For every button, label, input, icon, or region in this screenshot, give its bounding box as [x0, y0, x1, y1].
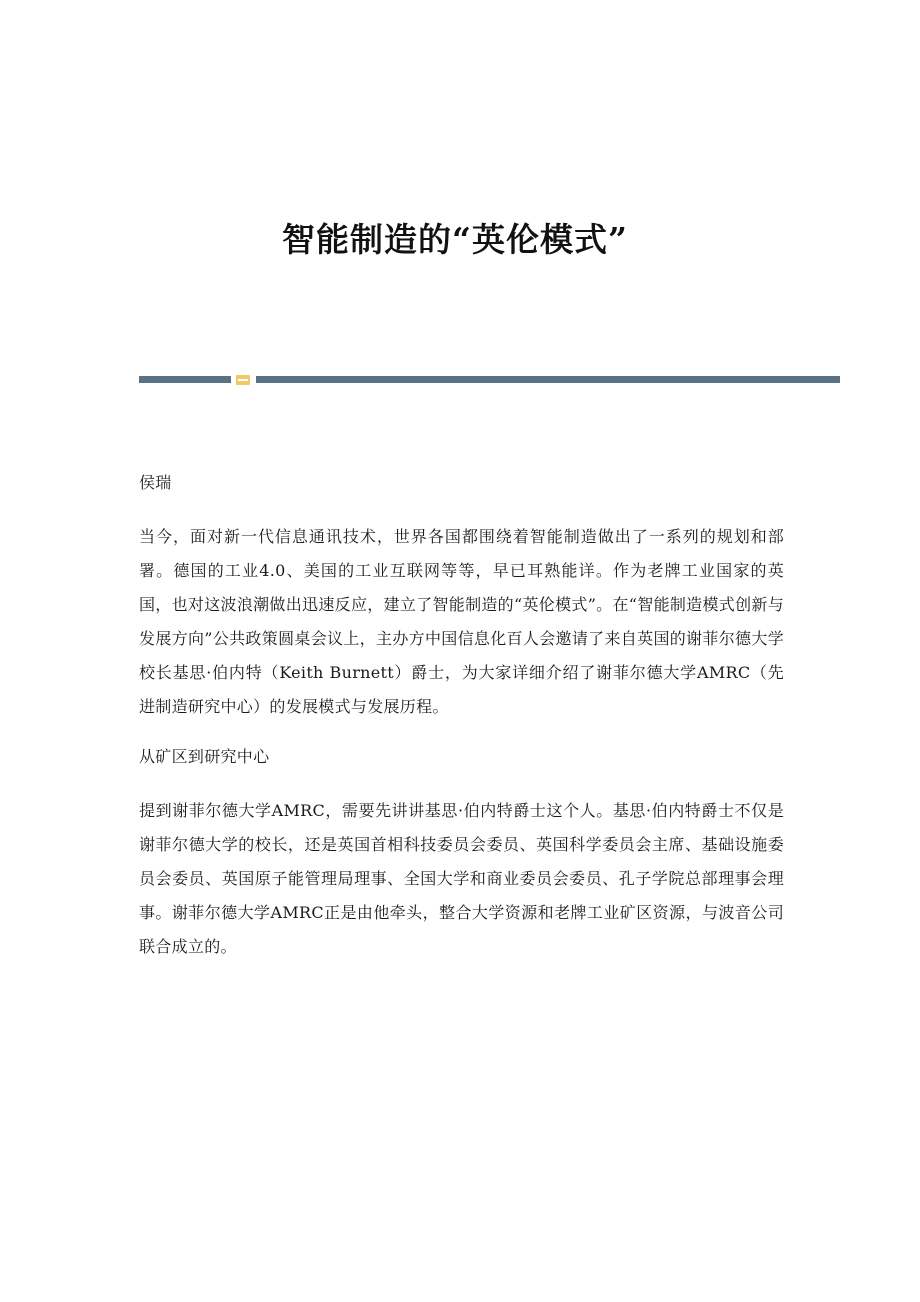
divider-badge-icon	[236, 375, 250, 385]
divider-left-segment	[139, 376, 231, 383]
section-heading: 从矿区到研究中心	[139, 747, 270, 766]
title-divider	[139, 375, 840, 385]
paragraph-intro: 当今，面对新一代信息通讯技术，世界各国都围绕着智能制造做出了一系列的规划和部署。德国的工业4.0、美国的工业互联网等等，早已耳熟能详。作为老牌工业国家的英国，也对这波浪潮做出迅速反应，建立了智能制造的“英伦模式”。在“智能制造模式创新与发展方向”公共政策圆桌会议上，主办方中国信息化百人会邀请了来自英国的谢菲尔德大学校长基思·伯内特（Keith Burnett）爵士，为大家详细介绍了谢菲尔德大学AMRC（先进制造研究中心）的发展模式与发展历程。	[139, 527, 784, 716]
divider-right-segment	[256, 376, 840, 383]
article-body	[139, 466, 784, 980]
paragraph-amrc: 提到谢菲尔德大学AMRC，需要先讲讲基思·伯内特爵士这个人。基思·伯内特爵士不仅是谢菲尔德大学的校长，还是英国首相科技委员会委员、英国科学委员会主席、基础设施委员会委员、英国原子能管理局理事、全国大学和商业委员会委员、孔子学院总部理事会理事。谢菲尔德大学AMRC正是由他牵头，整合大学资源和老牌工业矿区资源，与波音公司联合成立的。	[139, 801, 784, 956]
author-name: 侯瑞	[139, 473, 172, 492]
document-title: 智能制造的“英伦模式”	[282, 220, 628, 259]
